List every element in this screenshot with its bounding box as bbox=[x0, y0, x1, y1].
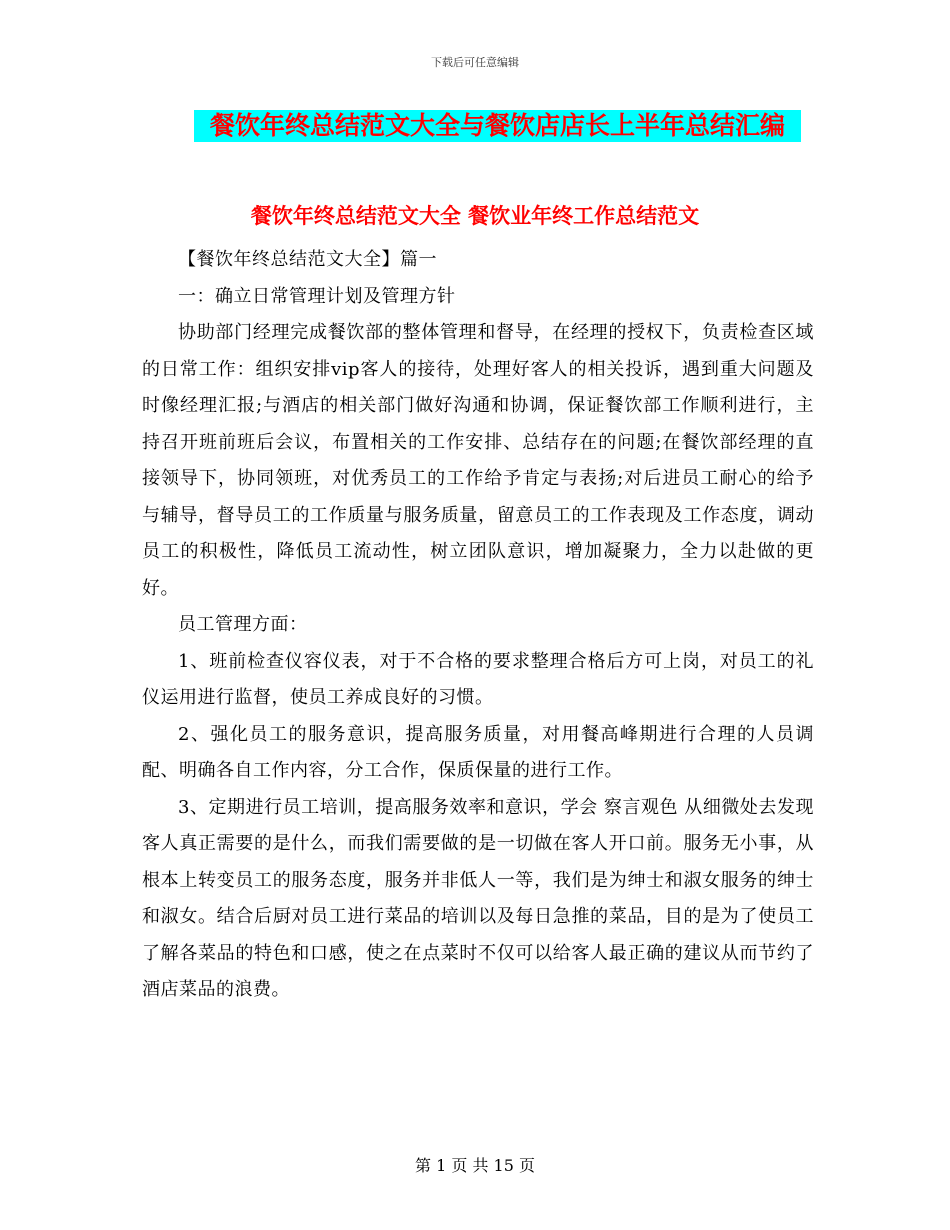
page-footer: 第 1 页 共 15 页 bbox=[415, 1156, 535, 1175]
paragraph-item-1: 1、班前检查仪容仪表，对于不合格的要求整理合格后方可上岗，对员工的礼仪运用进行监督，使员工养成良好的习惯。 bbox=[142, 650, 814, 708]
document-subtitle: 餐饮年终总结范文大全 餐饮业年终工作总结范文 bbox=[250, 204, 700, 228]
paragraph-management-plan: 一：确立日常管理计划及管理方针 bbox=[178, 285, 456, 307]
document-body bbox=[142, 242, 814, 1009]
paragraph-item-2: 2、强化员工的服务意识，提高服务质量，对用餐高峰期进行合理的人员调配、明确各自工作内容，分工合作，保质保量的进行工作。 bbox=[142, 723, 814, 781]
document-title: 餐饮年终总结范文大全与餐饮店店长上半年总结汇编 bbox=[194, 110, 801, 142]
paragraph-staff-heading: 员工管理方面： bbox=[178, 614, 308, 635]
paragraph-duties: 协助部门经理完成餐饮部的整体管理和督导，在经理的授权下，负责检查区域的日常工作：组织安排vip客人的接待，处理好客人的相关投诉，遇到重大问题及时像经理汇报;与酒店的相关部门做好沟通和协调，保证餐饮部工作顺利进行，主持召开班前班后会议，布置相关的工作安排、总结存在的问题;在餐饮部经理的直接领导下，协同领班，对优秀员工的工作给予肯定与表扬;对后进员工耐心的给予与辅导，督导员工的工作质量与服务质量，留意员工的工作表现及工作态度，调动员工的积极性，降低员工流动性，树立团队意识，增加凝聚力，全力以赴做的更好。 bbox=[142, 322, 814, 599]
paragraph-item-3: 3、定期进行员工培训，提高服务效率和意识，学会 察言观色 从细微处去发现客人真正需要的是什么，而我们需要做的是一切做在客人开口前。服务无小事，从根本上转变员工的服务态度，服务并非低人一等，我们是为绅士和淑女服务的绅士和淑女。结合后厨对员工进行菜品的培训以及每日急推的菜品，目的是为了使员工了解各菜品的特色和口感，使之在点菜时不仅可以给客人最正确的建议从而节约了酒店菜品的浪费。 bbox=[142, 796, 814, 1000]
header-note: 下载后可任意编辑 bbox=[431, 56, 519, 69]
paragraph-section-heading: 【餐饮年终总结范文大全】篇一 bbox=[178, 249, 437, 270]
